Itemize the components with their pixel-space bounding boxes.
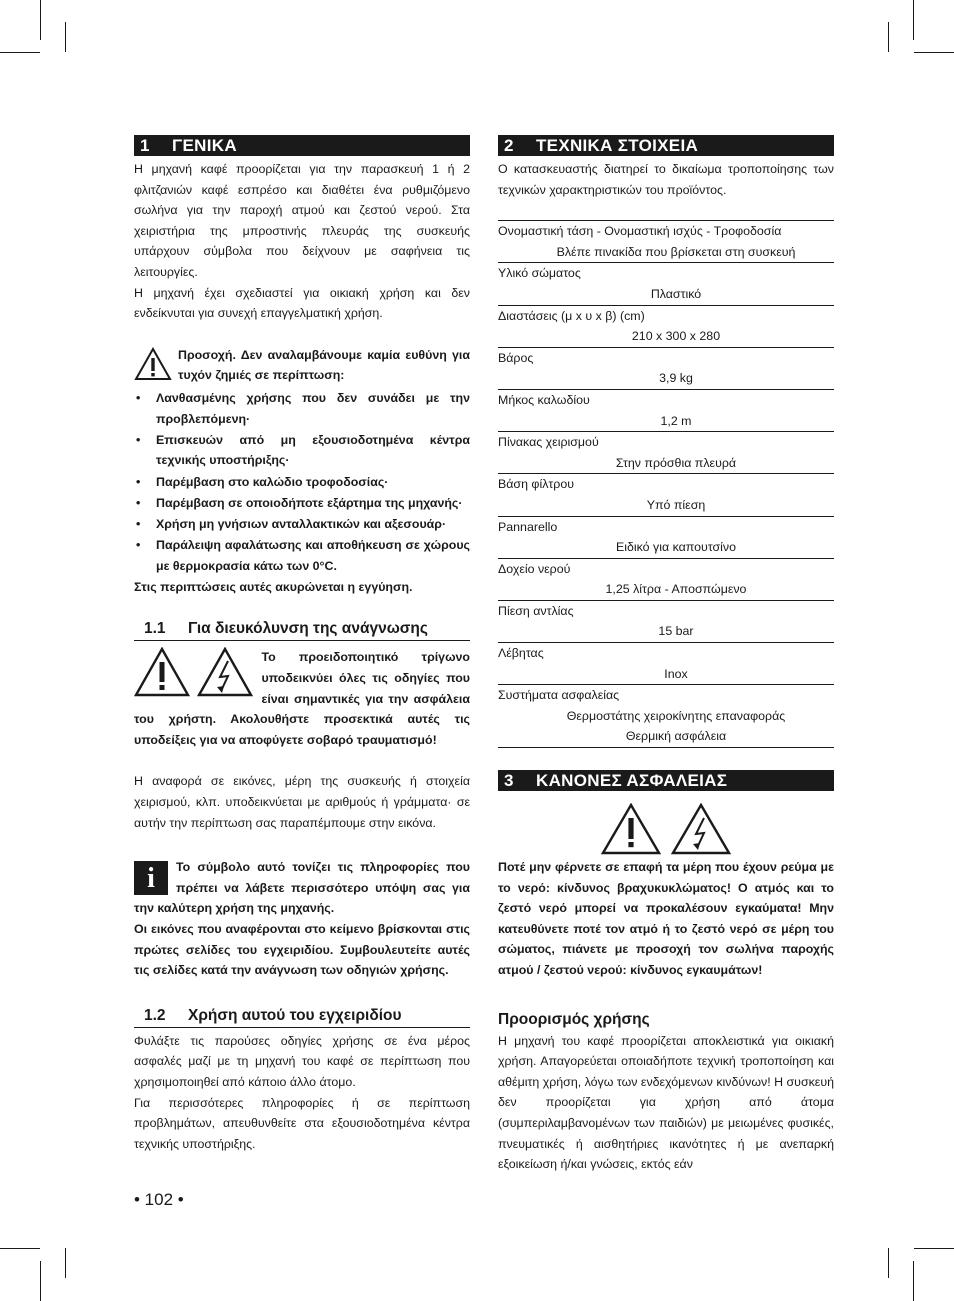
table-row	[498, 221, 834, 263]
spec-value: Inox	[664, 666, 688, 681]
electric-hazard-icon	[197, 647, 253, 697]
left-column	[134, 135, 470, 1154]
intended-use-text: Η μηχανή του καφέ προορίζεται αποκλειστικά για οικιακή χρήση. Απαγορεύεται οποιαδήποτε τεχνική τροποποίηση και αθέμιτη χρήση, λόγω των ενδεχόμενων κινδύνων! Η συσκευή δεν προορίζεται για χρήση από άτομα (συμπεριλαμβανομένων των παιδιών) με μειωμένες φυσικές, πνευματικές ή αισθητήριες ικανότητες ή με ανεπαρκή εξοικείωση ή/και γνώσεις, εκτός εάν	[498, 1033, 834, 1172]
subsection-number: 1.2	[144, 1006, 166, 1024]
section-title: ΓΕΝΙΚΑ	[172, 136, 237, 155]
warning-triangle-icon	[134, 347, 172, 381]
spec-value: Θερμοστάτης χειροκίνητης επαναφοράς	[566, 708, 786, 723]
crop-mark	[40, 0, 41, 40]
crop-mark	[914, 52, 954, 53]
warning-list	[134, 388, 470, 576]
list-item: • Χρήση μη γνήσιων ανταλλακτικών και αξεσουάρ·	[134, 514, 470, 535]
subsection-title: Για διευκόλυνση της ανάγνωσης	[188, 620, 428, 638]
table-row	[498, 559, 834, 601]
spec-value: Υπό πίεση	[646, 497, 706, 512]
crop-mark	[888, 22, 889, 52]
intended-use-heading: Προορισμός χρήσης	[498, 1010, 650, 1028]
list-item: • Παρέμβαση σε οποιοδήποτε εξάρτημα της μηχανής·	[134, 493, 470, 514]
crop-mark	[40, 1261, 41, 1301]
spec-label: Λέβητας	[498, 646, 544, 661]
section-title: ΚΑΝΟΝΕΣ ΑΣΦΑΛΕΙΑΣ	[536, 771, 728, 791]
spec-value: 210 x 300 x 280	[631, 329, 721, 344]
crop-mark	[0, 1248, 40, 1249]
section-heading-safety-rules	[498, 770, 834, 791]
spec-label: Συστήματα ασφαλείας	[498, 688, 620, 703]
spec-value: Βλέπε πινακίδα που βρίσκεται στη συσκευή	[556, 244, 796, 259]
crop-mark	[913, 1261, 914, 1301]
reference-explanation: Η αναφορά σε εικόνες, μέρη της συσκευής ή στοιχεία χειρισμού, κλπ. υποδεικνύεται με αριθμούς ή γράμματα· σε αυτήν την περίπτωση σας παραπέμπουμε στην εικόνα.	[134, 774, 470, 830]
spec-label: Βάση φίλτρου	[498, 477, 575, 492]
manual-paragraph: Φυλάξτε τις παρούσες οδηγίες χρήσης σε ένα μέρος ασφαλές μαζί με τη μηχανή του καφέ σε περίπτωση που χρησιμοποιηθεί από κάποιο άλλο άτομο.	[134, 1033, 470, 1089]
list-item: • Παράλειψη αφαλάτωσης και αποθήκευση σε χώρους με θερμοκρασία κάτω των 0°C.	[134, 535, 470, 576]
manual-paragraph: Για περισσότερες πληροφορίες ή σε περίπτωση προβλημάτων, απευθυνθείτε στα εξουσιοδοτημένα κέντρα τεχνικής υποστήριξης.	[134, 1095, 470, 1151]
table-row	[498, 643, 834, 685]
section-title: ΤΕΧΝΙΚΑ ΣΤΟΙΧΕΙΑ	[536, 136, 699, 155]
table-row	[498, 348, 834, 390]
subsection-number: 1.1	[144, 620, 166, 638]
intro-paragraph: Η μηχανή έχει σχεδιαστεί για οικιακή χρήση και δεν ενδείκνυται για συνεχή επαγγελματική χρήση.	[134, 285, 470, 321]
subsection-heading-manual-use	[134, 1005, 470, 1028]
crop-mark	[888, 1248, 889, 1278]
intro-paragraph: Η μηχανή καφέ προορίζεται για την παρασκευή 1 ή 2 φλιτζανιών καφέ εσπρέσο και διαθέτει ένα ρυθμιζόμενο σωλήνα για την παροχή ατμού και ζεστού νερού. Στα χειριστήρια της μπροστινής πλευράς της συσκευής υπάρχουν σύμβολα που δείχνουν με σαφήνεια τις λειτουργίες.	[134, 162, 470, 279]
table-row	[498, 390, 834, 432]
crop-mark	[65, 22, 66, 52]
safety-icons	[498, 803, 834, 857]
electric-hazard-icon	[671, 803, 731, 855]
spec-value: Στην πρόσθια πλευρά	[615, 455, 737, 470]
table-row	[498, 263, 834, 305]
liability-warning	[134, 345, 470, 598]
safety-icons	[134, 647, 253, 697]
spec-label: Δοχείο νερού	[498, 561, 571, 576]
info-icon: i	[134, 861, 168, 895]
table-row	[498, 517, 834, 559]
right-column	[498, 135, 834, 1175]
section-heading-general	[134, 135, 470, 156]
crop-mark	[914, 1248, 954, 1249]
section-number: 1	[140, 136, 150, 155]
spec-value: 15 bar	[658, 624, 694, 639]
section-heading-technical-data	[498, 135, 834, 156]
spec-value: Ειδικό για καπουτσίνο	[615, 540, 737, 555]
subsection-heading-readability	[134, 618, 470, 641]
spec-label: Μήκος καλωδίου	[498, 392, 590, 407]
spec-label: Υλικό σώματος	[498, 266, 581, 281]
spec-value: Θερμική ασφάλεια	[625, 729, 727, 744]
warranty-note: Στις περιπτώσεις αυτές ακυρώνεται η εγγύηση.	[134, 579, 413, 594]
spec-value: Πλαστικό	[650, 286, 702, 301]
warning-intro: Προσοχή. Δεν αναλαμβάνουμε καμία ευθύνη για τυχόν ζημιές σε περίπτωση:	[178, 347, 470, 383]
info-explanation: Το σύμβολο αυτό τονίζει τις πληροφορίες που πρέπει να λάβετε περισσότερο υπόψη σας για την καλύτερη χρήση της μηχανής.	[134, 860, 470, 916]
spec-value: 1,25 λίτρα - Αποσπώμενο	[605, 582, 747, 597]
spec-label: Πίνακας χειρισμού	[498, 435, 599, 450]
list-item: • Παρέμβαση στο καλώδιο τροφοδοσίας·	[134, 472, 470, 493]
subsection-title: Χρήση αυτού του εγχειριδίου	[188, 1006, 402, 1024]
crop-mark	[913, 0, 914, 40]
triangle-explanation: Το προειδοποιητικό τρίγωνο υποδεικνύει όλες τις οδηγίες που είναι σημαντικές για την ασφάλεια του χρήστη. Ακολουθήστε προσεκτικά αυτές τις υποδείξεις για να αποφύγετε σοβαρό τραυματισμό!	[134, 650, 470, 747]
list-item: • Λανθασμένης χρήσης που δεν συνάδει με την προβλεπόμενη·	[134, 388, 470, 429]
warning-triangle-icon	[134, 647, 190, 697]
spec-table	[498, 220, 834, 748]
technical-intro: Ο κατασκευαστής διατηρεί το δικαίωμα τροποποίησης των τεχνικών χαρακτηριστικών του προϊόντος.	[498, 162, 834, 197]
table-row	[498, 432, 834, 474]
spec-label: Βάρος	[498, 350, 534, 365]
spec-value: 1,2 m	[660, 413, 692, 428]
table-row	[498, 306, 834, 348]
section-number: 3	[504, 771, 514, 791]
spec-label: Διαστάσεις (μ x υ x β) (cm)	[498, 308, 645, 323]
spec-label: Pannarello	[498, 519, 558, 534]
table-row	[498, 601, 834, 643]
table-row	[498, 474, 834, 516]
page-number: • 102 •	[134, 1190, 184, 1209]
section-number: 2	[504, 136, 514, 155]
spec-label: Ονομαστική τάση - Ονομαστική ισχύς - Τροφοδοσία	[498, 224, 782, 239]
safety-warning: Ποτέ μην φέρνετε σε επαφή τα μέρη που έχουν ρεύμα με το νερό: κίνδυνος βραχυκυκλώματος! Ο ατμός και το ζεστό νερό μπορεί να προκαλέσουν εγκαύματα! Μην κατευθύνετε ποτέ τον ατμό ή το ζεστό νερό σε μέρη του σώματος, πιάνετε με προσοχή τον σωλήνα παροχής ατμού / ζεστού νερού: κίνδυνος εγκαυμάτων!	[498, 860, 834, 977]
info-block	[134, 857, 470, 981]
crop-mark	[0, 52, 40, 53]
warning-triangle-icon	[601, 803, 661, 855]
spec-label: Πίεση αντλίας	[498, 603, 574, 618]
spec-value: 3,9 kg	[659, 371, 693, 386]
table-row	[498, 685, 834, 748]
crop-mark	[65, 1248, 66, 1278]
list-item: • Επισκευών από μη εξουσιοδοτημένα κέντρα τεχνικής υποστήριξης·	[134, 430, 470, 471]
figures-explanation: Οι εικόνες που αναφέρονται στο κείμενο βρίσκονται στις πρώτες σελίδες του εγχειριδίου. Συμβουλευτείτε αυτές τις σελίδες κατά την ανάγνωση των οδηγιών χρήσης.	[134, 921, 470, 978]
